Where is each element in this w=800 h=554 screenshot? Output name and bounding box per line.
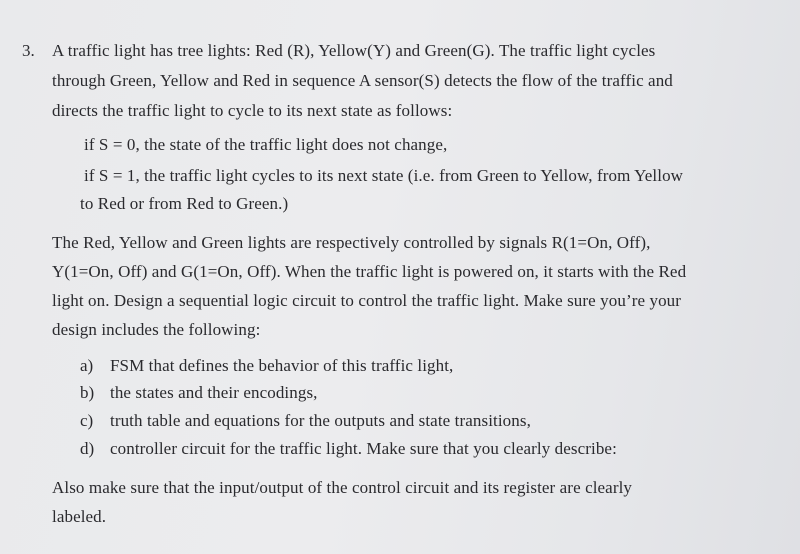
condition-line-2: if S = 1, the traffic light cycles to its next state (i.e. from Green to Yellow, from Yellow <box>84 166 684 185</box>
item-label-a: a) <box>80 356 94 375</box>
item-label-d: d) <box>80 439 95 458</box>
intro-line-3: directs the traffic light to cycle to its next state as follows: <box>52 101 453 120</box>
closing-line-1: Also make sure that the input/output of the control circuit and its register are clearly <box>52 478 633 497</box>
item-text-c: truth table and equations for the outputs and state transitions, <box>110 411 531 430</box>
condition-line-1: if S = 0, the state of the traffic light does not change, <box>84 135 448 154</box>
description-line-3: light on. Design a sequential logic circuit to control the traffic light. Make sure you’re your <box>52 291 682 310</box>
description-line-4: design includes the following: <box>52 320 261 339</box>
item-label-c: c) <box>80 411 94 430</box>
intro-line-1: A traffic light has tree lights: Red (R), Yellow(Y) and Green(G). The traffic light cycles <box>52 41 656 60</box>
item-text-b: the states and their encodings, <box>110 383 318 402</box>
description-line-1: The Red, Yellow and Green lights are respectively controlled by signals R(1=On, Off), <box>52 233 651 252</box>
condition-line-3: to Red or from Red to Green.) <box>80 194 289 213</box>
item-text-d: controller circuit for the traffic light. Make sure that you clearly describe: <box>110 439 617 458</box>
closing-line-2: labeled. <box>52 507 107 526</box>
item-text-a: FSM that defines the behavior of this traffic light, <box>110 356 454 375</box>
item-label-b: b) <box>80 383 95 402</box>
question-number: 3. <box>22 41 35 60</box>
description-line-2: Y(1=On, Off) and G(1=On, Off). When the traffic light is powered on, it starts with the Red <box>52 262 687 281</box>
intro-line-2: through Green, Yellow and Red in sequence A sensor(S) detects the flow of the traffic and <box>52 71 673 90</box>
